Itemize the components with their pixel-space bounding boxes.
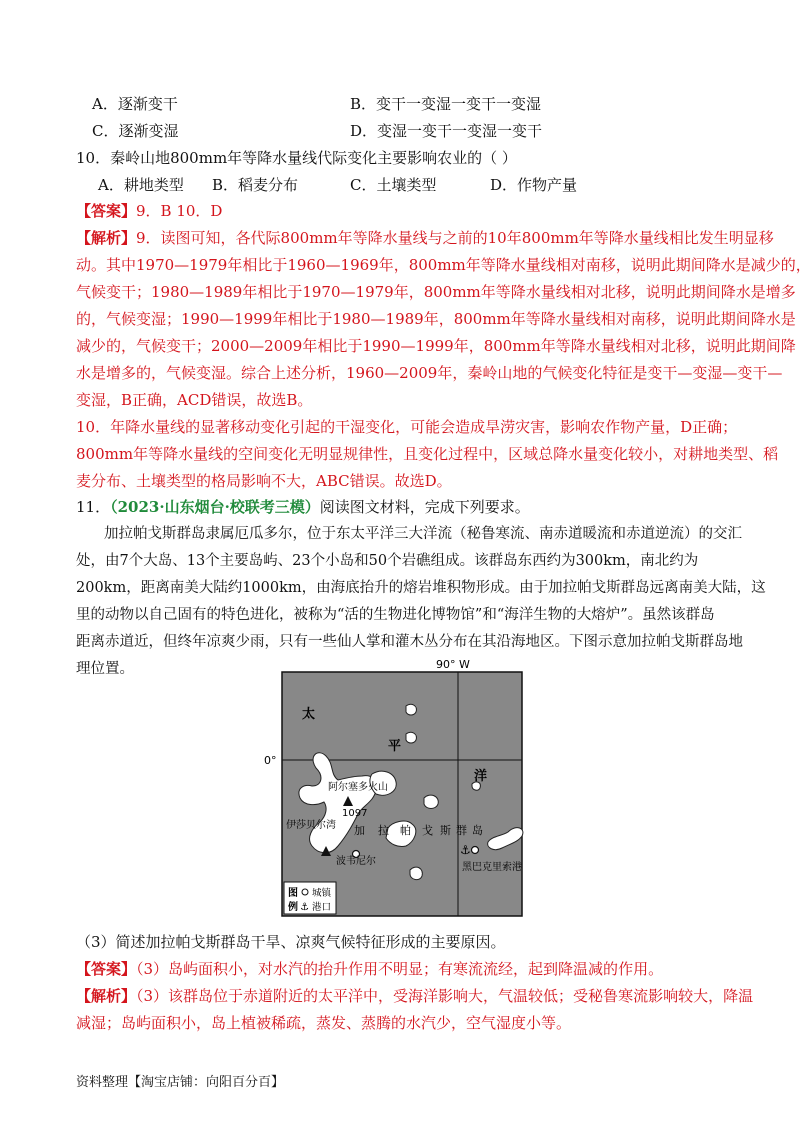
analysis-line: 动。其中1970—1979年相比于1960—1969年，800mm年等降水量线相对南移，说明此期间降水是减少的， (76, 256, 811, 274)
analysis-tag: 【解析】 (76, 987, 137, 1005)
analysis-line: 800mm年等降水量线的空间变化无明显规律性，且变化过程中，区域总降水量变化较小，对耕地类型、稻 (76, 445, 779, 463)
q9-option-a: A．逐渐变干 (92, 95, 178, 113)
q11-source: （2023·山东烟台·校联考三模） (110, 498, 320, 516)
legend-town-icon (302, 889, 308, 895)
archipelago-char: 帕 (400, 824, 411, 837)
q9-option-b: B．变干一变湿一变干一变湿 (350, 95, 542, 113)
archipelago-char: 拉 (378, 824, 389, 837)
analysis-line: 变湿，B正确，ACD错误，故选B。 (76, 391, 313, 409)
pinzon-island (424, 795, 438, 808)
analysis-tag: 【解析】 (76, 229, 137, 247)
answer-block-1 (76, 201, 222, 221)
archipelago-char: 岛 (472, 824, 483, 837)
q9-option-d: D．变湿一变干一变湿一变干 (350, 122, 543, 140)
answer-text: 9．B 10．D (136, 202, 223, 220)
q10-option-d: D．作物产量 (490, 176, 578, 194)
analysis-line: 【解析】（3）该群岛位于赤道附近的太平洋中，受海洋影响大，气温较低；受秘鲁寒流影响较大，降温 (76, 987, 754, 1005)
analysis-line: 【解析】9．读图可知，各代际800mm年等降水量线与之前的10年800mm年等降水量线相比发生明显移 (76, 229, 774, 247)
volcano-label: 阿尔塞多火山 (328, 782, 388, 793)
passage-line: 距离赤道近，但终年凉爽少雨，只有一些仙人掌和灌木丛分布在其沿海地区。下图示意加拉帕戈斯群岛地 (76, 634, 743, 650)
passage-line: 加拉帕戈斯群岛隶属厄瓜多尔，位于东太平洋三大洋流（秘鲁寒流、南赤道暖流和赤道逆流）的交汇 (104, 526, 742, 542)
analysis-line: 减湿；岛屿面积小，岛上植被稀疏，蒸发、蒸腾的水汽少，空气湿度小等。 (76, 1014, 572, 1032)
lat-label: 0° (264, 754, 277, 767)
analysis-line: 气候变干；1980—1989年相比于1970—1979年，800mm年等降水量线相对北移，说明此期间降水是增多 (76, 283, 796, 301)
passage-line: 200km，距离南美大陆约1000km，由海底抬升的熔岩堆积物形成。由于加拉帕戈斯群岛远离南美大陆，这 (76, 580, 766, 596)
q10-option-b: B．稻麦分布 (212, 176, 299, 194)
analysis-line: 减少的，气候变干；2000—2009年相比于1990—1999年，800mm年等降水量线相对北移，说明此期间降 (76, 337, 796, 355)
analysis-line: 10．年降水量线的显著移动变化引起的干湿变化，可能会造成旱涝灾害，影响农作物产量，D正确； (76, 418, 738, 436)
archipelago-char: 斯 (440, 824, 451, 837)
south-islet-1 (410, 867, 422, 880)
port-label: 黑巴克里索港 (462, 862, 522, 873)
legend-anchor-icon: ⚓ (300, 902, 309, 913)
legend-title: 图 (288, 888, 298, 899)
page-footer: 资料整理【淘宝店铺：向阳百分百】 (76, 1075, 285, 1090)
q9-option-c: C．逐渐变湿 (92, 122, 179, 140)
q11-header (76, 497, 530, 517)
legend-port-label: 港口 (312, 902, 332, 913)
archipelago-char: 加 (354, 824, 365, 837)
q11-number: 11． (76, 498, 111, 516)
q11-sub3: （3）简述加拉帕戈斯群岛干旱、凉爽气候特征形成的主要原因。 (76, 933, 506, 951)
town-label: 波韦尼尔 (336, 856, 376, 867)
legend-town-label: 城镇 (312, 888, 332, 899)
ocean-label-char: 洋 (474, 769, 488, 784)
lon-label: 90° W (436, 658, 470, 671)
galapagos-map (264, 656, 522, 922)
bay-label: 伊莎贝尔湾 (286, 820, 336, 831)
archipelago-char: 戈 (422, 824, 433, 837)
passage-line: 理位置。 (76, 661, 134, 677)
ocean-label-char: 太 (302, 707, 316, 722)
passage-line: 处，由7个大岛、13个主要岛屿、23个小岛和50个岩礁组成。该群岛东西约为300km，南北约为 (76, 553, 699, 569)
north-islet-1 (406, 704, 416, 715)
analysis-line: 的，气候变湿；1990—1999年相比于1980—1989年，800mm年等降水量线相对南移，说明此期间降水是 (76, 310, 796, 328)
q10-option-c: C．土壤类型 (350, 176, 437, 194)
elevation-label: 1097 (342, 808, 368, 819)
archipelago-char: 群 (456, 824, 467, 837)
ocean-label-char: 平 (388, 739, 402, 754)
answer-block-2 (76, 959, 663, 979)
legend-title: 例 (288, 902, 298, 913)
anchor-icon: ⚓ (460, 843, 471, 857)
answer-tag: 【答案】 (76, 202, 137, 220)
port-town-icon (472, 847, 479, 854)
q10-option-a: A．耕地类型 (98, 176, 184, 194)
answer-tag: 【答案】 (76, 960, 137, 978)
north-islet-2 (406, 732, 416, 743)
analysis-line: 麦分布、土壤类型的格局影响不大，ABC错误。故选D。 (76, 472, 452, 490)
q10-stem: 10．秦岭山地800mm年等降水量线代际变化主要影响农业的（ ） (76, 149, 517, 167)
answer-text: （3）岛屿面积小，对水汽的抬升作用不明显；有寒流流经，起到降温减的作用。 (136, 960, 664, 978)
q11-instruction: 阅读图文材料，完成下列要求。 (319, 498, 530, 516)
analysis-line: 水是增多的，气候变湿。综合上述分析，1960—2009年，秦岭山地的气候变化特征是变干—变湿—变干— (76, 364, 783, 382)
passage-line: 里的动物以自己固有的特色进化，被称为“活的生物进化博物馆”和“海洋生物的大熔炉”。虽然该群岛 (76, 607, 715, 623)
